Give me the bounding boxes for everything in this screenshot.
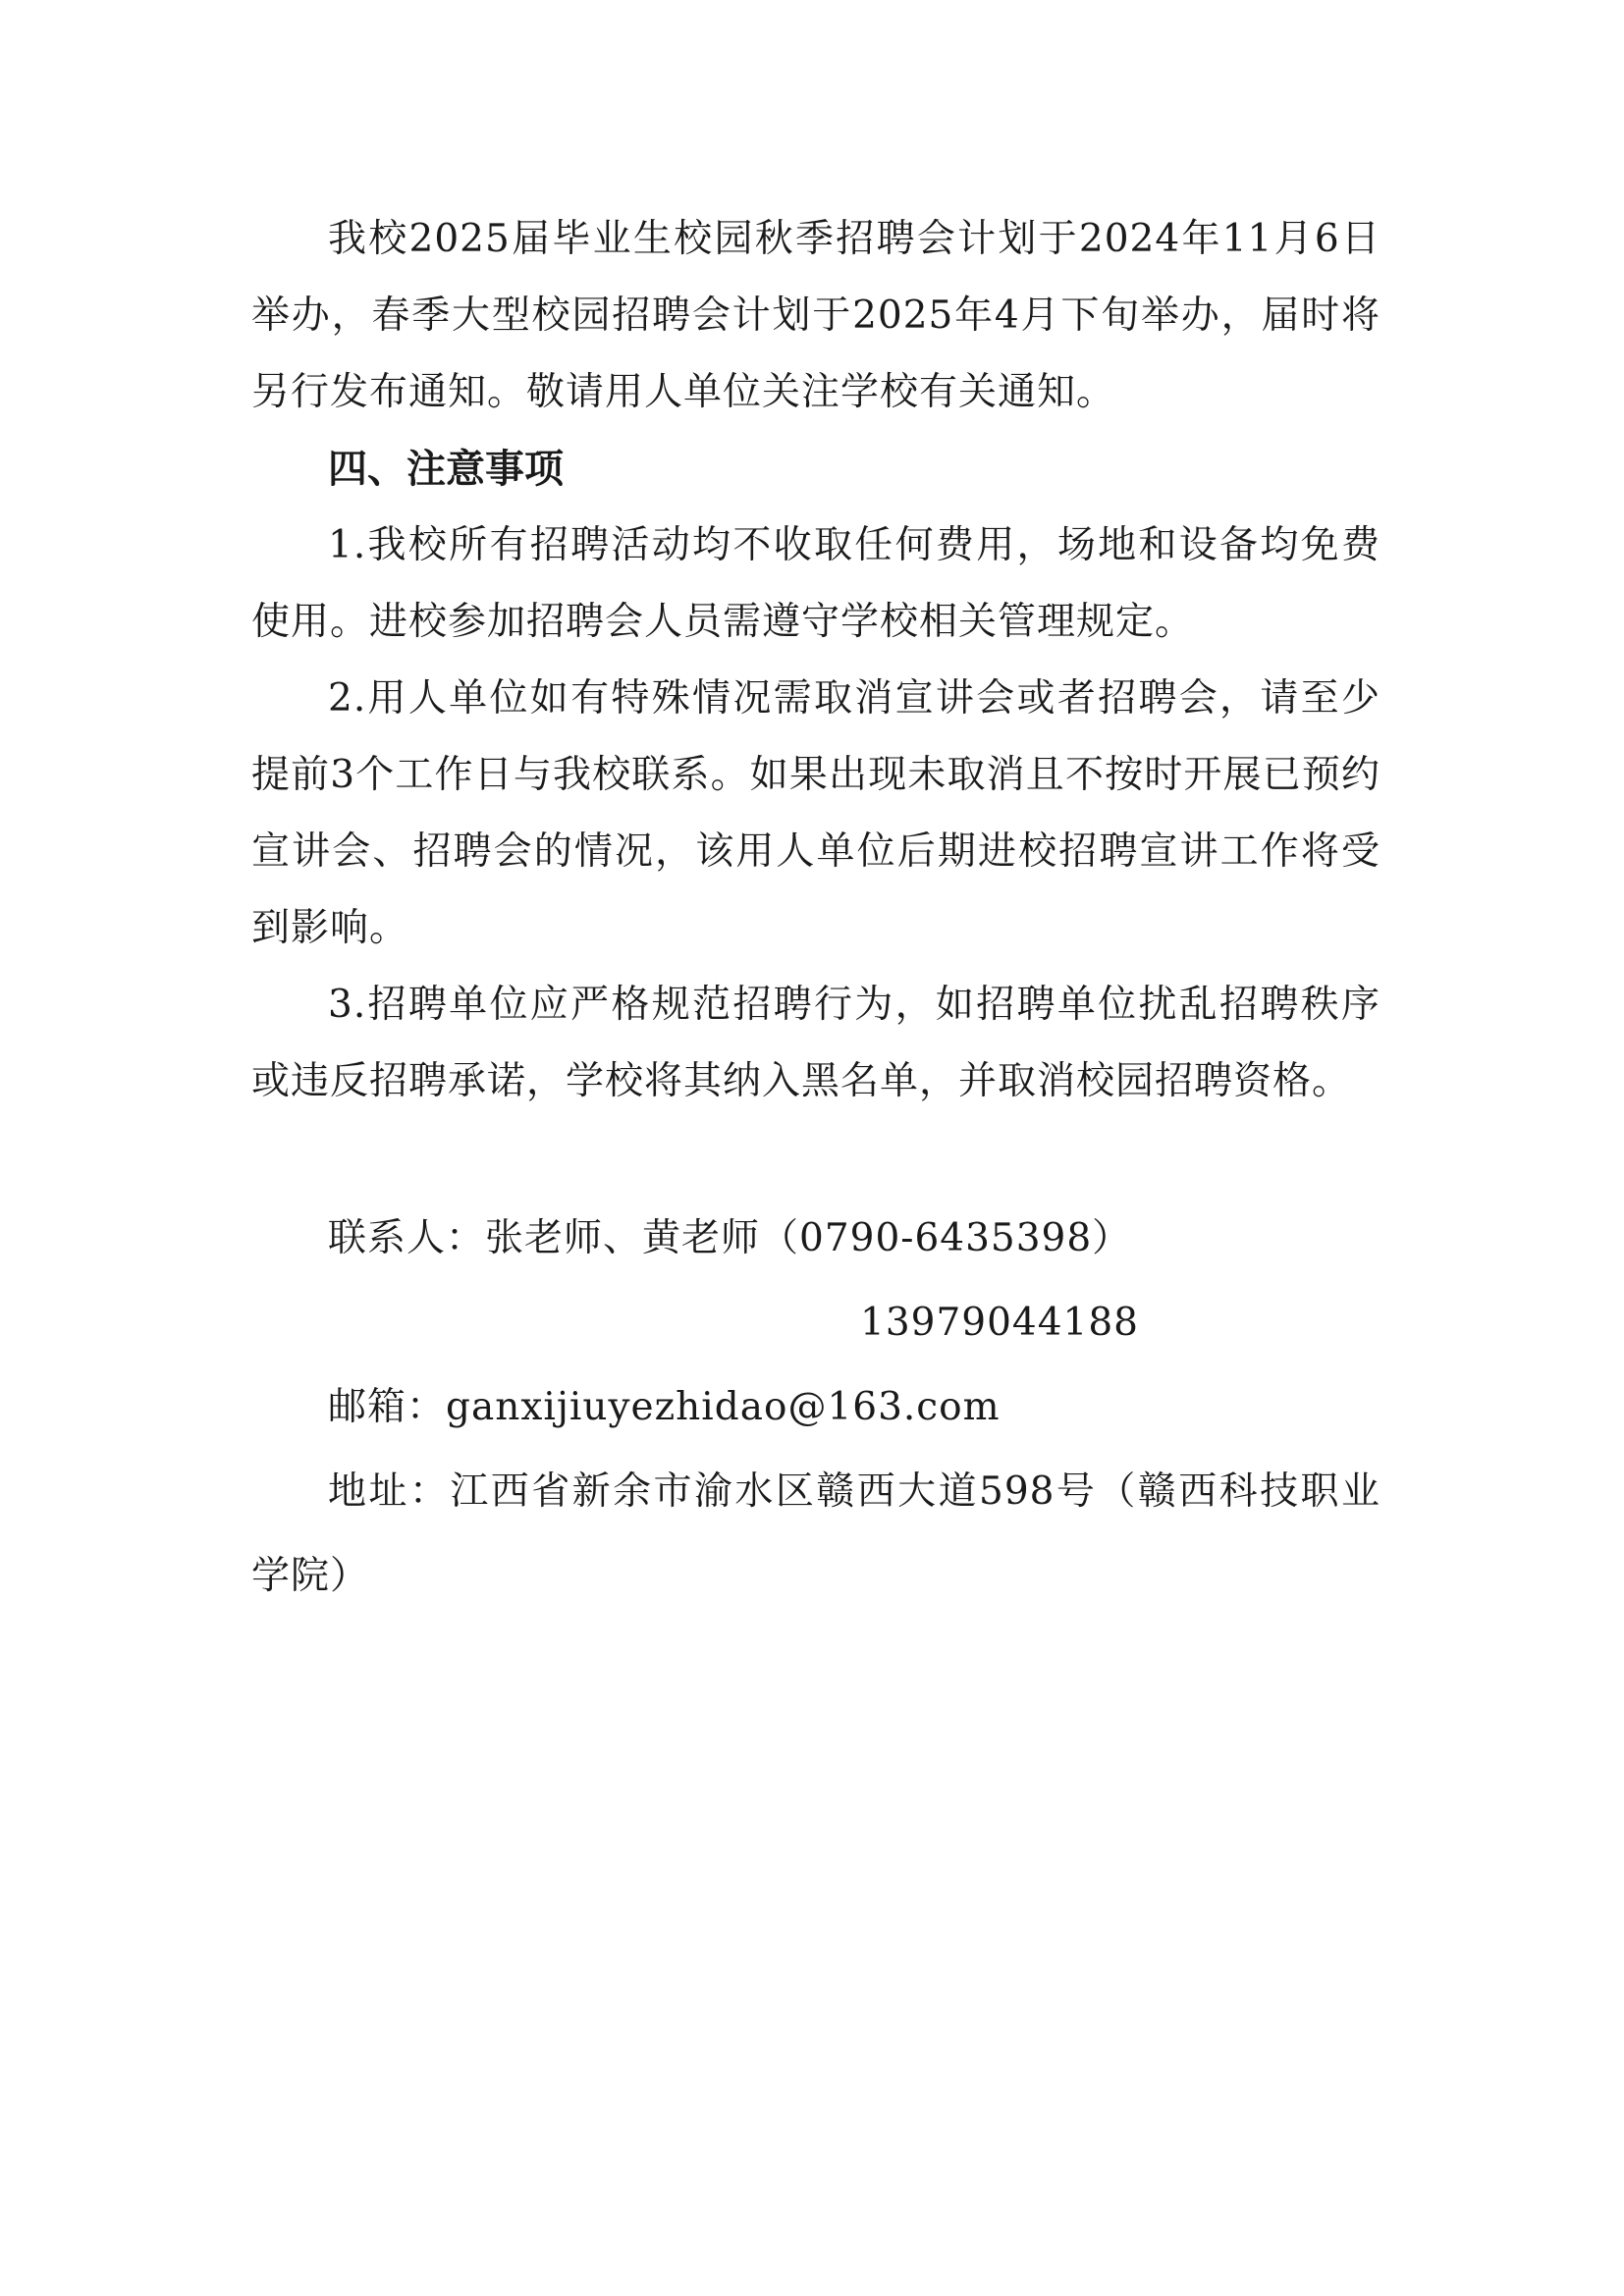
- contact-email-label: 邮箱：: [328, 1385, 447, 1429]
- section-spacer: [251, 1120, 1380, 1197]
- contact-address-label: 地址：: [328, 1469, 451, 1514]
- contact-email: ganxijiuyezhidao@163.com: [446, 1385, 1001, 1429]
- contact-phone-secondary: 13979044188: [860, 1301, 1139, 1345]
- note-item-3: 3.招聘单位应严格规范招聘行为，如招聘单位扰乱招聘秩序或违反招聘承诺，学校将其纳入黑名单，并取消校园招聘资格。: [251, 983, 1380, 1103]
- contact-person-label: 联系人：: [328, 1216, 486, 1260]
- contact-address-line: [251, 1450, 1380, 1619]
- contact-email-line: [251, 1365, 1380, 1450]
- section-heading-notes: 四、注意事项: [328, 447, 564, 492]
- note-item-1: 1.我校所有招聘活动均不收取任何费用，场地和设备均免费使用。进校参加招聘会人员需遵守学校相关管理规定。: [251, 523, 1380, 644]
- note-item-2: 2.用人单位如有特殊情况需取消宣讲会或者招聘会，请至少提前3个工作日与我校联系。如果出现未取消且不按时开展已预约宣讲会、招聘会的情况，该用人单位后期进校招聘宣讲工作将受到影响。: [251, 676, 1380, 950]
- contact-person-line: [251, 1197, 1380, 1281]
- document-body: [251, 201, 1380, 1619]
- contact-address: 江西省新余市渝水区赣西大道598号（赣西科技职业学院）: [251, 1469, 1380, 1598]
- contact-person-names: 张老师、黄老师（0790-6435398）: [485, 1216, 1132, 1260]
- paragraph-recruitment-fairs: 我校2025届毕业生校园秋季招聘会计划于2024年11月6日举办，春季大型校园招聘会计划于2025年4月下旬举办，届时将另行发布通知。敬请用人单位关注学校有关通知。: [251, 217, 1380, 414]
